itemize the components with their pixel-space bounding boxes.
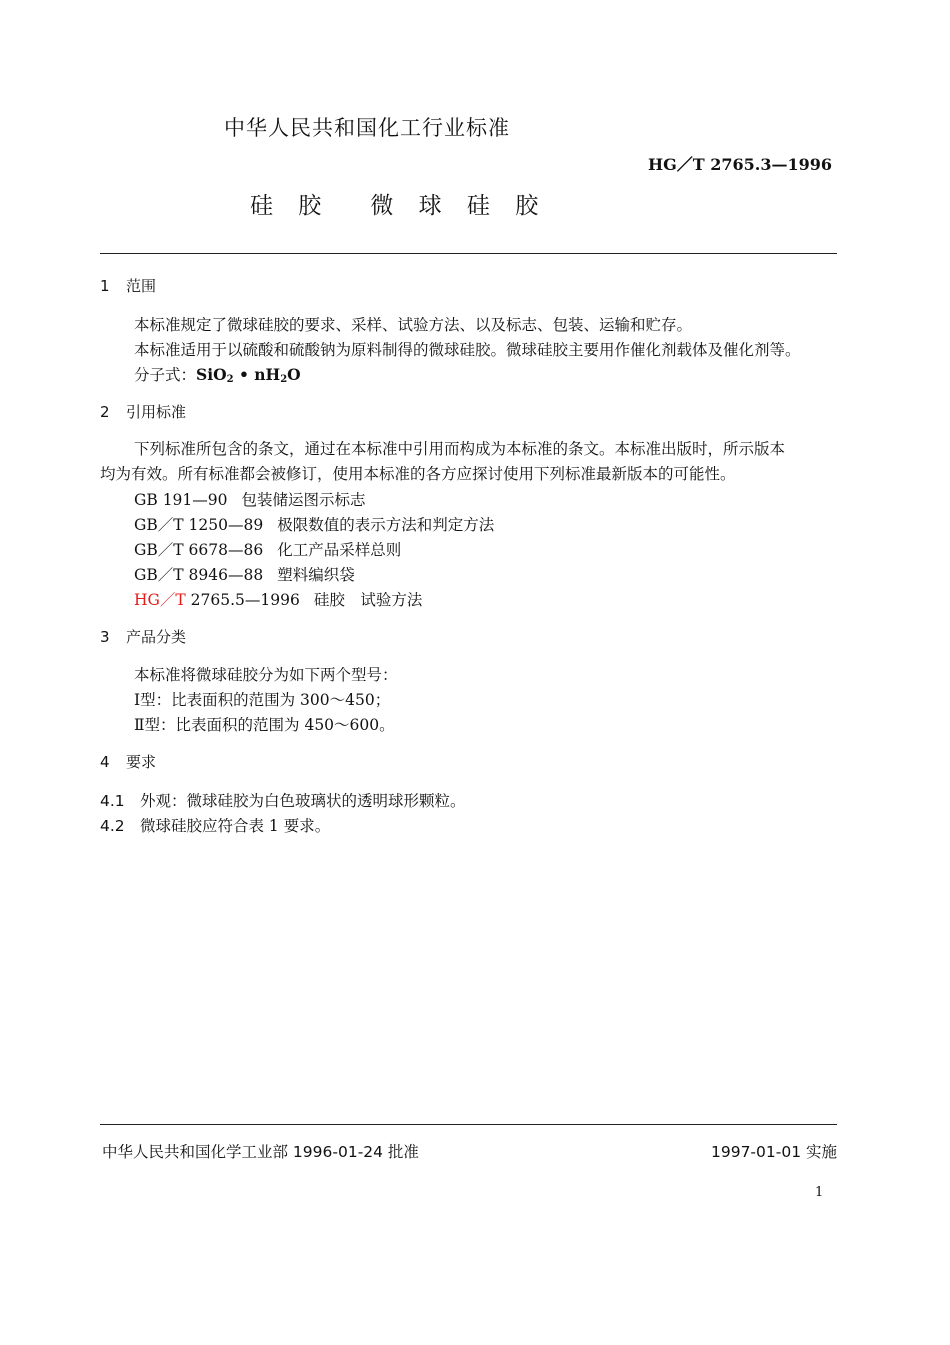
formula-sub-b: 2 (280, 374, 288, 385)
issuing-organization: 中华人民共和国化工行业标准 (224, 116, 510, 140)
reference-standard-hg (134, 588, 422, 610)
requirement-number: 4.2 (100, 817, 125, 835)
section-2-title: 引用标准 (126, 403, 187, 421)
reference-standard (134, 513, 494, 535)
header-rule (100, 253, 837, 254)
section-2-paragraph-2: 均为有效。所有标准都会被修订，使用本标准的各方应探讨使用下列标准最新版本的可能性。 (100, 465, 736, 483)
section-2-number: 2 (100, 403, 110, 421)
formula-part-a: SiO (196, 365, 227, 384)
section-1-title: 范围 (126, 277, 157, 295)
section-4-heading (100, 751, 156, 772)
standard-number: HG／T 2765.3—1996 (648, 155, 833, 174)
section-1-heading (100, 275, 156, 296)
title-part-2: 微 球 硅 胶 (370, 193, 548, 219)
reference-code: GB／T 6678—86 (134, 541, 264, 559)
type-1-range: Ⅰ型：比表面积的范围为 300～450； (134, 691, 391, 709)
requirement-number: 4.1 (100, 792, 125, 810)
reference-code: GB／T 1250—89 (134, 516, 264, 534)
reference-name: 包装储运图示标志 (241, 491, 366, 509)
reference-standard (134, 538, 401, 560)
section-3-title: 产品分类 (126, 628, 187, 646)
reference-name: 硅胶 试验方法 (313, 591, 423, 609)
section-3-number: 3 (100, 628, 110, 646)
section-1-number: 1 (100, 277, 110, 295)
type-2-range: Ⅱ型：比表面积的范围为 450～600。 (134, 716, 395, 734)
requirement-item (100, 814, 330, 836)
formula-sub-a: 2 (226, 374, 234, 385)
requirement-text: 微球硅胶应符合表 1 要求。 (140, 817, 331, 835)
molecular-formula (134, 363, 301, 385)
reference-code: GB 191—90 (134, 491, 228, 509)
approval-line: 中华人民共和国化学工业部 1996-01-24 批准 (102, 1143, 419, 1161)
formula-part-b: • nH (233, 365, 281, 384)
formula-label: 分子式： (134, 366, 197, 384)
section-4-number: 4 (100, 753, 110, 771)
reference-name: 塑料编织袋 (277, 566, 355, 584)
requirement-item (100, 789, 466, 811)
section-1-paragraph-2: 本标准适用于以硫酸和硫酸钠为原料制得的微球硅胶。微球硅胶主要用作催化剂载体及催化剂等。 (134, 341, 801, 359)
page-number: 1 (815, 1185, 824, 1200)
document-title (250, 187, 547, 220)
title-part-1: 硅 胶 (250, 193, 331, 219)
section-1-paragraph-1: 本标准规定了微球硅胶的要求、采样、试验方法、以及标志、包装、运输和贮存。 (134, 316, 693, 334)
footer-rule (100, 1124, 837, 1125)
section-4-title: 要求 (126, 753, 157, 771)
reference-code-prefix: HG／T (134, 591, 186, 609)
reference-code: 2765.5—1996 (185, 591, 300, 609)
reference-code: GB／T 8946—88 (134, 566, 264, 584)
reference-standard (134, 488, 366, 510)
reference-name: 极限数值的表示方法和判定方法 (277, 516, 495, 534)
formula-part-c: O (287, 365, 301, 384)
requirement-text: 外观：微球硅胶为白色玻璃状的透明球形颗粒。 (140, 792, 466, 810)
implementation-date: 1997-01-01 实施 (710, 1143, 837, 1161)
reference-standard (134, 563, 355, 585)
reference-name: 化工产品采样总则 (277, 541, 402, 559)
section-2-heading (100, 401, 186, 422)
section-3-heading (100, 626, 186, 647)
section-2-paragraph-1: 下列标准所包含的条文，通过在本标准中引用而构成为本标准的条文。本标准出版时，所示版本 (134, 440, 786, 458)
section-3-paragraph-1: 本标准将微球硅胶分为如下两个型号： (134, 666, 398, 684)
